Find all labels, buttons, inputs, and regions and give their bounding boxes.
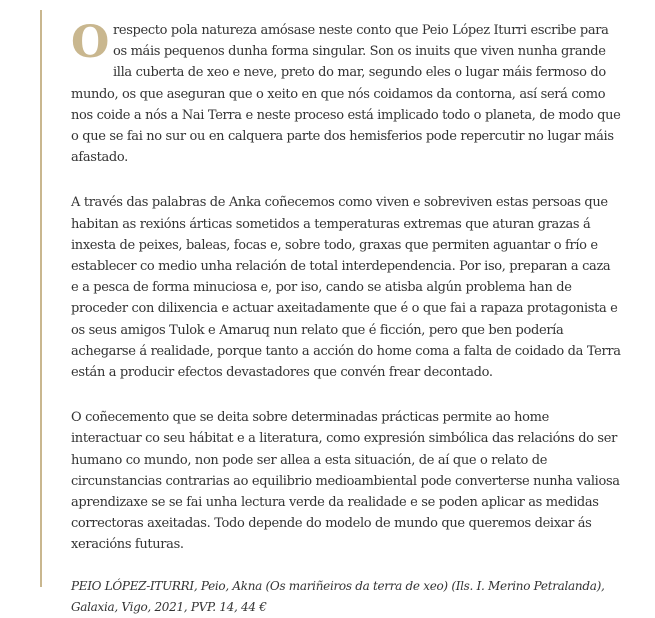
paragraph-1-text: respecto pola natureza amósase neste conto que Peio López Iturri escribe para os máis pequenos dunha forma singular. Son os inuits que viven nunha grande illa cuberta de xeo e neve, preto do mar, segundo eles o lugar máis fermoso do mundo, os que aseguran que o xeito en que nós coidamos da contorna, así será como nos coide a nós a Nai Terra e neste proceso está implicado todo o planeta, de modo que o que se fai no sur ou en calquera parte dos hemisferios pode repercutir no lugar máis afastado. [71,23,621,166]
paragraph-2: A través das palabras de Anka coñecemos como viven e sobreviven estas persoas que habitan as rexións árticas sometidos a temperaturas extremas que aturan grazas á inxesta de peixes, baleas, focas e, sobre todo, graxas que permiten aguantar o frío e establecer co medio unha relación de total interdependencia. Por iso, preparan a caza e a pesca de forma minuciosa e, por iso, cando se atisba algún problema han de proceder con dilixencia e actuar axeitadamente que é o que fai a rapaza protagonista e os seus amigos Tulok e Amaruq nun relato que é ficción, pero que ben podería achegarse á realidade, porque tanto a acción do home coma a falta de coidado da Terra están a producir efectos devastadores que convén frear decontado. [71,195,621,381]
paragraph-3: O coñecemento que se deita sobre determinadas prácticas permite ao home interactuar co seu hábitat e a literatura, como expresión simbólica das relacións do ser humano co mundo, non pode ser allea a esta situación, de aí que o relato de circunstancias contrarias ao equilibrio medioambiental pode converterse nunha valiosa aprendizaxe se se fai unha lectura verde da realidade e se poden aplicar as medidas correctoras axeitadas. Todo depende do modelo de mundo que queremos deixar ás xeracións futuras. [71,410,620,553]
paragraph-1 [71,17,621,168]
drop-cap: O [71,17,109,68]
book-citation: PEIO LÓPEZ-ITURRI, Peio, Akna (Os mariñeiros da terra de xeo) (Ils. I. Merino Petralanda), Galaxia, Vigo, 2021, PVP. 14, 44 € [71,578,605,614]
article-body [71,17,621,618]
left-accent-rule [40,10,42,587]
